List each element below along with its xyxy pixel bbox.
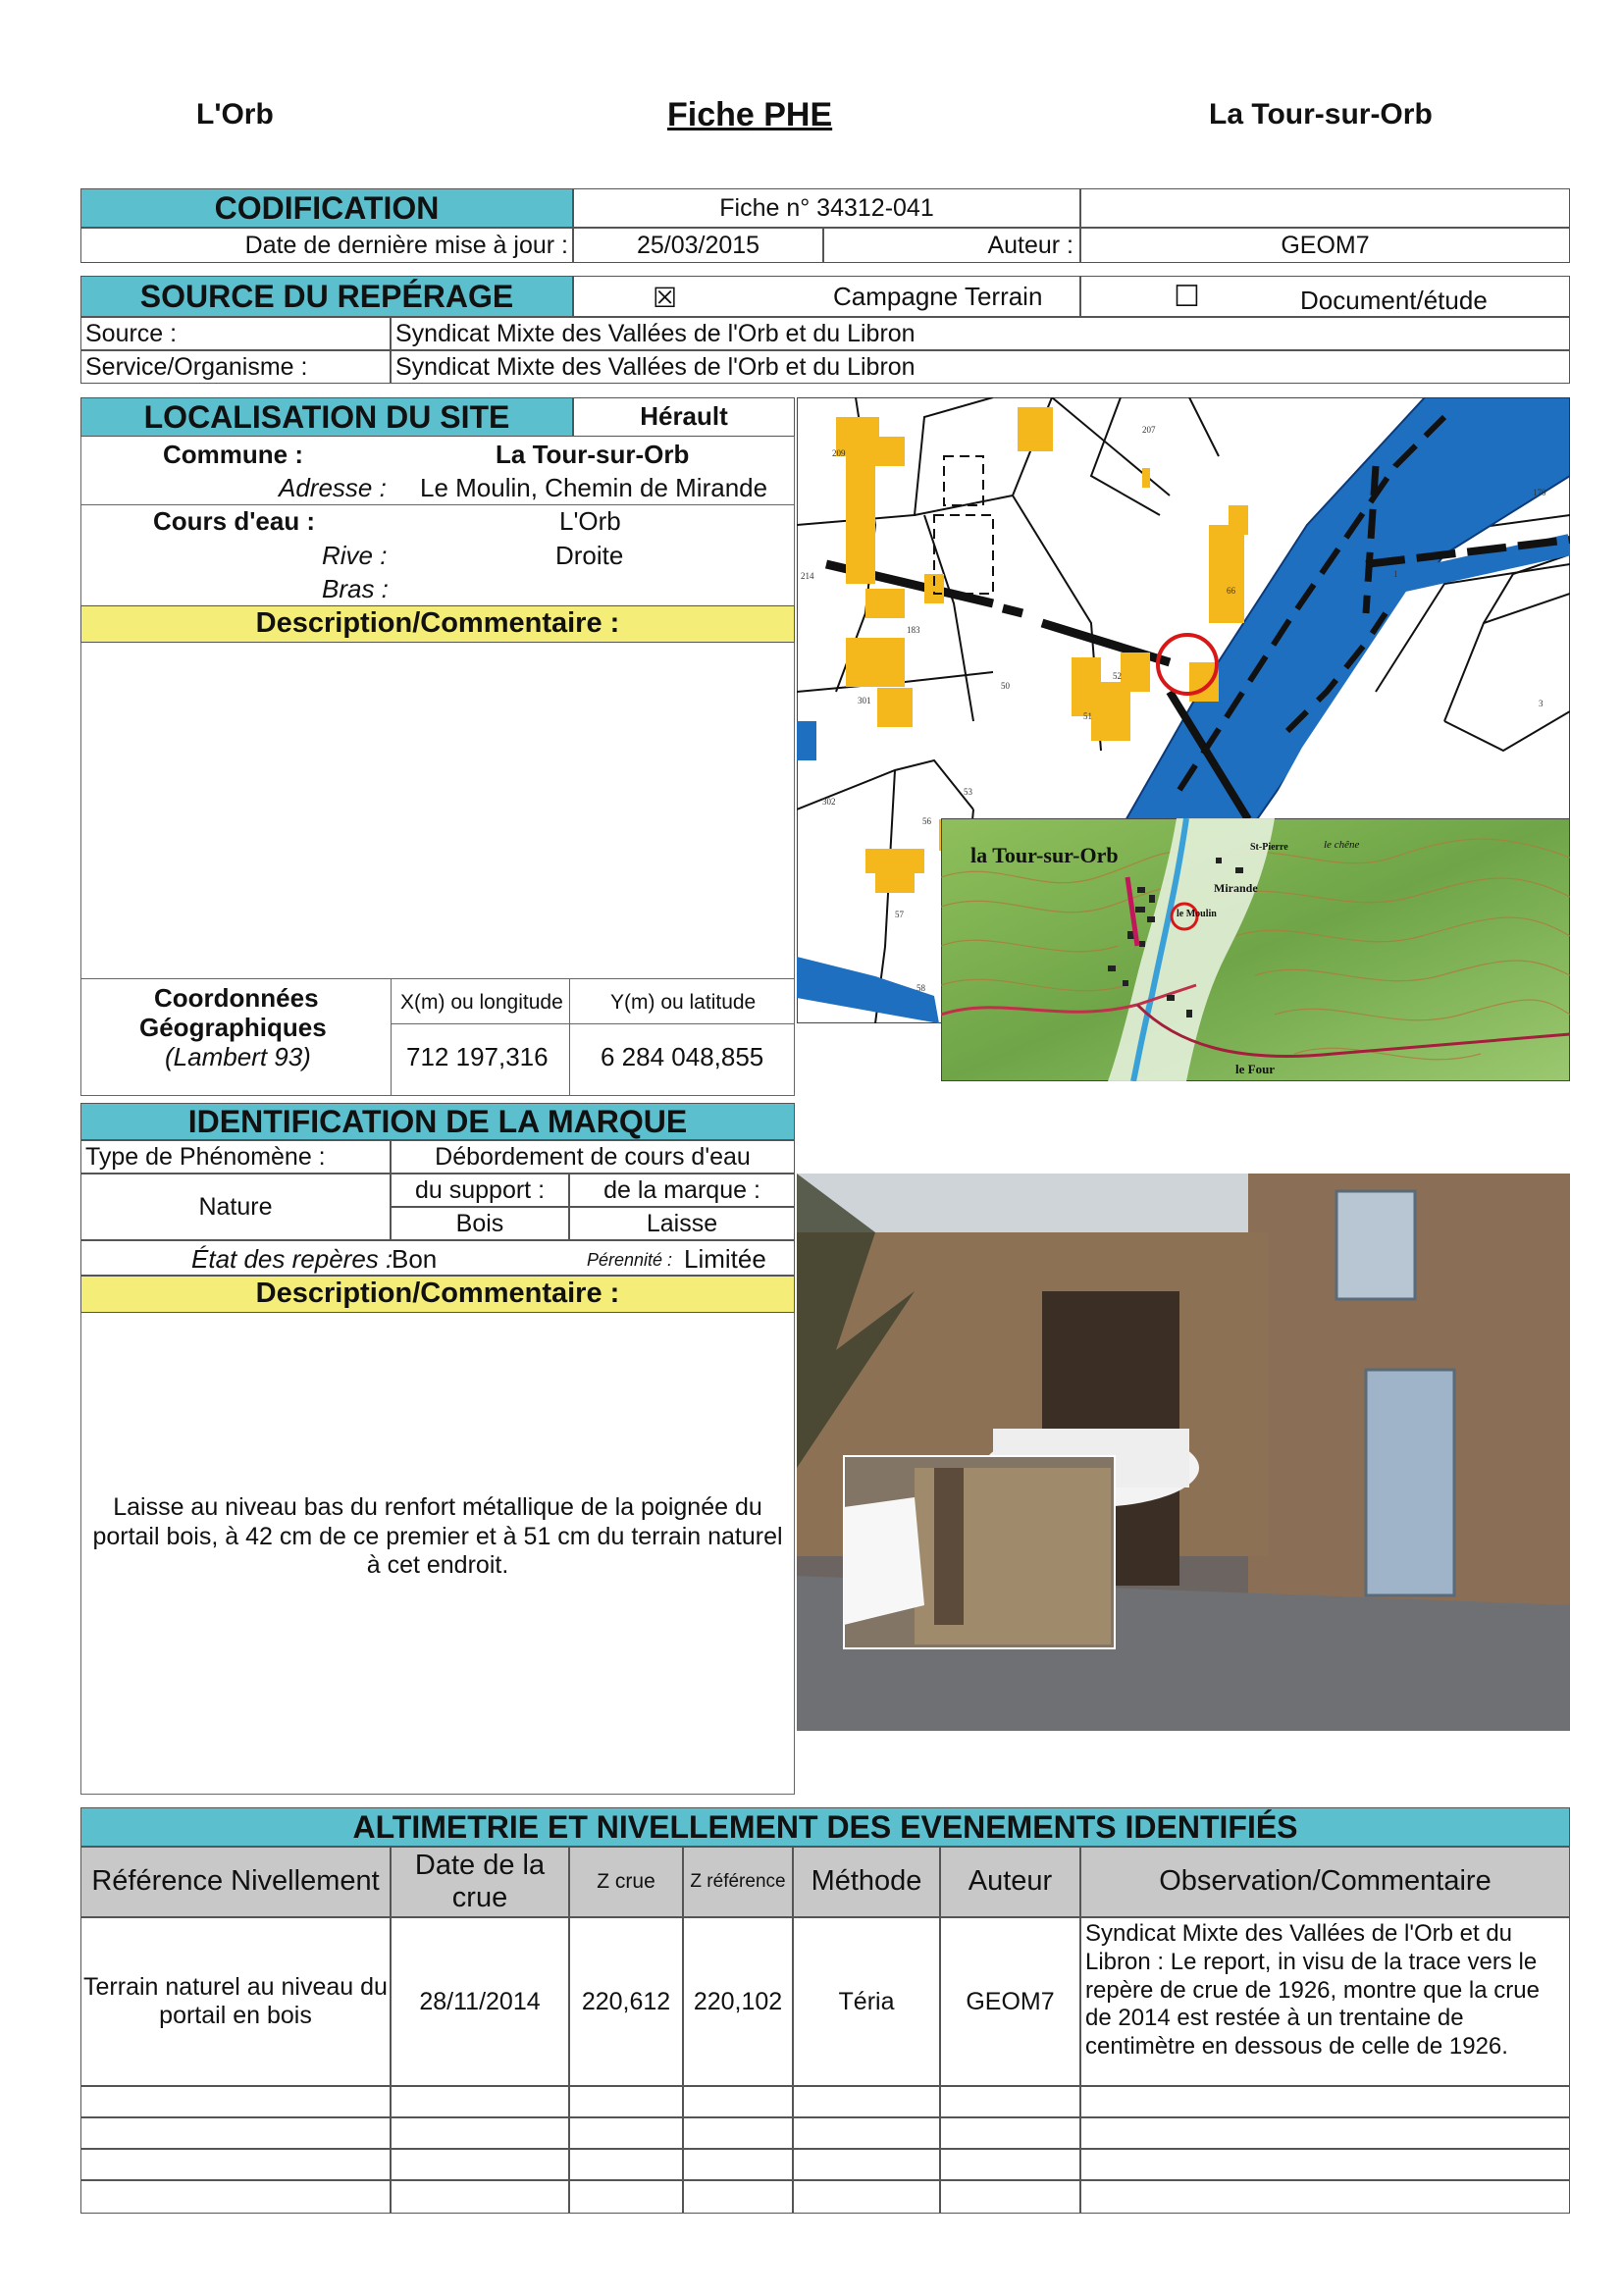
checkbox-empty-icon[interactable]: ☐: [1174, 281, 1200, 313]
empty-cell: [683, 2149, 793, 2180]
empty-cell: [80, 2117, 391, 2149]
parcel-label: 214: [801, 571, 814, 581]
parcel-label: 50: [1001, 681, 1010, 691]
commune-label: Commune :: [163, 440, 303, 469]
col-observation: Observation/Commentaire: [1080, 1847, 1570, 1917]
source-label: Source :: [80, 317, 391, 350]
empty-cell: [569, 2117, 683, 2149]
empty-cell: [391, 2180, 569, 2214]
date-label: Date de dernière mise à jour :: [80, 228, 573, 263]
topographic-map: [941, 818, 1570, 1081]
row-zref: 220,102: [683, 1917, 793, 2086]
topo-chene-label: le chêne: [1324, 839, 1360, 851]
empty-cell: [1080, 2117, 1570, 2149]
parcel-label: 3: [1539, 699, 1544, 708]
etat-row: [80, 1240, 795, 1276]
empty-cell: [569, 2086, 683, 2117]
parcel-label: 53: [964, 787, 972, 797]
checkbox-checked-icon[interactable]: ☒: [653, 283, 678, 313]
coord-label-2: Géographiques: [139, 1013, 327, 1042]
parcel-label: 66: [1227, 586, 1235, 596]
source-title: SOURCE DU REPÉRAGE: [80, 276, 573, 317]
empty-cell: [391, 2117, 569, 2149]
empty-cell: [569, 2180, 683, 2214]
rive-value: Droite: [555, 541, 624, 570]
cours-eau-label: Cours d'eau :: [153, 506, 316, 536]
parcel-label: 209: [832, 448, 846, 458]
option-campagne-terrain: Campagne Terrain: [833, 282, 1043, 311]
localisation-title: LOCALISATION DU SITE: [80, 397, 573, 437]
bras-label: Bras :: [322, 574, 389, 603]
marque-label: de la marque :: [569, 1174, 795, 1207]
col-zcrue: Z crue: [569, 1847, 683, 1917]
support-label: du support :: [391, 1174, 569, 1207]
source-value: Syndicat Mixte des Vallées de l'Orb et du Libron: [391, 317, 1570, 350]
col-date: Date de la crue: [391, 1847, 569, 1917]
empty-cell: [683, 2086, 793, 2117]
service-value: Syndicat Mixte des Vallées de l'Orb et du Libron: [391, 350, 1570, 384]
coord-label-3: (Lambert 93): [165, 1042, 311, 1071]
parcel-label: 58: [916, 983, 925, 993]
empty-cell: [940, 2180, 1080, 2214]
x-coordinate-value: 712 197,316: [406, 1042, 549, 1071]
empty-cell: [683, 2117, 793, 2149]
parcel-label: 56: [922, 816, 931, 826]
coord-label-1: Coordonnées: [154, 983, 319, 1013]
row-date: 28/11/2014: [391, 1917, 569, 2086]
option-document-etude: Document/étude: [1300, 286, 1488, 315]
empty-cell: [80, 2149, 391, 2180]
nature-label: Nature: [80, 1174, 391, 1240]
parcel-label: 57: [895, 910, 904, 919]
empty-cell: [940, 2086, 1080, 2117]
empty-cell: [1080, 2149, 1570, 2180]
row-zcrue: 220,612: [569, 1917, 683, 2086]
fiche-number: Fiche n° 34312-041: [573, 188, 1080, 228]
empty-cell: [793, 2086, 940, 2117]
x-coordinate-label: X(m) ou longitude: [400, 991, 563, 1014]
y-coordinate-label: Y(m) ou latitude: [610, 991, 757, 1014]
auteur-label: Auteur :: [823, 228, 1080, 263]
empty-cell: [1080, 2086, 1570, 2117]
parcel-label: 207: [1142, 425, 1156, 435]
commune-value: La Tour-sur-Orb: [496, 440, 690, 469]
empty-cell: [569, 2149, 683, 2180]
river-name: L'Orb: [196, 98, 274, 130]
identification-description-title: Description/Commentaire :: [80, 1276, 795, 1313]
parcel-label: 170: [1533, 488, 1546, 497]
parcel-label: 301: [858, 696, 871, 705]
auteur-value: GEOM7: [1080, 228, 1570, 263]
page-title: Fiche PHE: [667, 96, 833, 133]
site-photo: [797, 1174, 1570, 1731]
empty-cell: [683, 2180, 793, 2214]
empty-cell: [940, 2117, 1080, 2149]
marque-value: Laisse: [569, 1207, 795, 1240]
parcel-label: 183: [907, 625, 920, 635]
parcel-label: 52: [1113, 671, 1122, 681]
parcel-label: 302: [822, 797, 836, 807]
topo-mirande-label: Mirande: [1214, 881, 1258, 895]
empty-cell: [391, 2086, 569, 2117]
topo-four-label: le Four: [1235, 1062, 1276, 1076]
option-campagne-cell: [573, 276, 1080, 317]
empty-cell: [1080, 2180, 1570, 2214]
type-phenomene-label: Type de Phénomène :: [80, 1140, 391, 1174]
topo-st-pierre-label: St-Pierre: [1250, 842, 1288, 853]
altimetrie-title: ALTIMETRIE ET NIVELLEMENT DES EVENEMENTS IDENTIFIÉS: [80, 1807, 1570, 1847]
col-methode: Méthode: [793, 1847, 940, 1917]
date-value: 25/03/2015: [573, 228, 823, 263]
cours-eau-value: L'Orb: [559, 506, 621, 536]
codification-empty-cell: [1080, 188, 1570, 228]
parcel-label: 1: [1393, 569, 1398, 579]
perennite-label: Pérennité :: [587, 1250, 673, 1270]
y-coordinate-value: 6 284 048,855: [601, 1042, 764, 1071]
empty-cell: [793, 2180, 940, 2214]
departement: Hérault: [573, 397, 795, 437]
empty-cell: [793, 2117, 940, 2149]
parcel-label: 51: [1083, 711, 1092, 721]
option-document-cell: [1080, 276, 1570, 317]
topo-town-label: la Tour-sur-Orb: [970, 843, 1119, 867]
empty-cell: [391, 2149, 569, 2180]
commune-header: La Tour-sur-Orb: [1209, 98, 1433, 130]
etat-label: État des repères :: [191, 1244, 393, 1274]
col-reference: Référence Nivellement: [80, 1847, 391, 1917]
col-auteur: Auteur: [940, 1847, 1080, 1917]
rive-label: Rive :: [322, 541, 388, 570]
adresse-value: Le Moulin, Chemin de Mirande: [420, 473, 768, 502]
codification-title: CODIFICATION: [80, 188, 573, 228]
identification-title: IDENTIFICATION DE LA MARQUE: [80, 1103, 795, 1140]
empty-cell: [793, 2149, 940, 2180]
perennite-value: Limitée: [684, 1244, 766, 1274]
localisation-description-title: Description/Commentaire :: [80, 605, 795, 643]
empty-cell: [80, 2180, 391, 2214]
etat-value: Bon: [392, 1244, 438, 1274]
identification-description-text: Laisse au niveau bas du renfort métallique de la poignée du portail bois, à 42 cm de ce premier et à 51 cm du terrain naturel à cet endroit.: [92, 1493, 783, 1579]
empty-cell: [80, 2086, 391, 2117]
topo-moulin-label: le Moulin: [1177, 909, 1217, 919]
col-zref: Z référence: [683, 1847, 793, 1917]
type-phenomene-value: Débordement de cours d'eau: [391, 1140, 795, 1174]
row-auteur: GEOM7: [940, 1917, 1080, 2086]
service-label: Service/Organisme :: [80, 350, 391, 384]
row-observation: Syndicat Mixte des Vallées de l'Orb et du Libron : Le report, in visu de la trace vers le repère de crue de 1926, montre que la crue de 2014 est restée à un trentaine de centimètre en dessous de celle de 1926.: [1080, 1917, 1570, 2086]
row-reference: Terrain naturel au niveau du portail en bois: [80, 1917, 391, 2086]
row-methode: Téria: [793, 1917, 940, 2086]
empty-cell: [940, 2149, 1080, 2180]
adresse-label: Adresse :: [279, 473, 387, 502]
support-value: Bois: [391, 1207, 569, 1240]
